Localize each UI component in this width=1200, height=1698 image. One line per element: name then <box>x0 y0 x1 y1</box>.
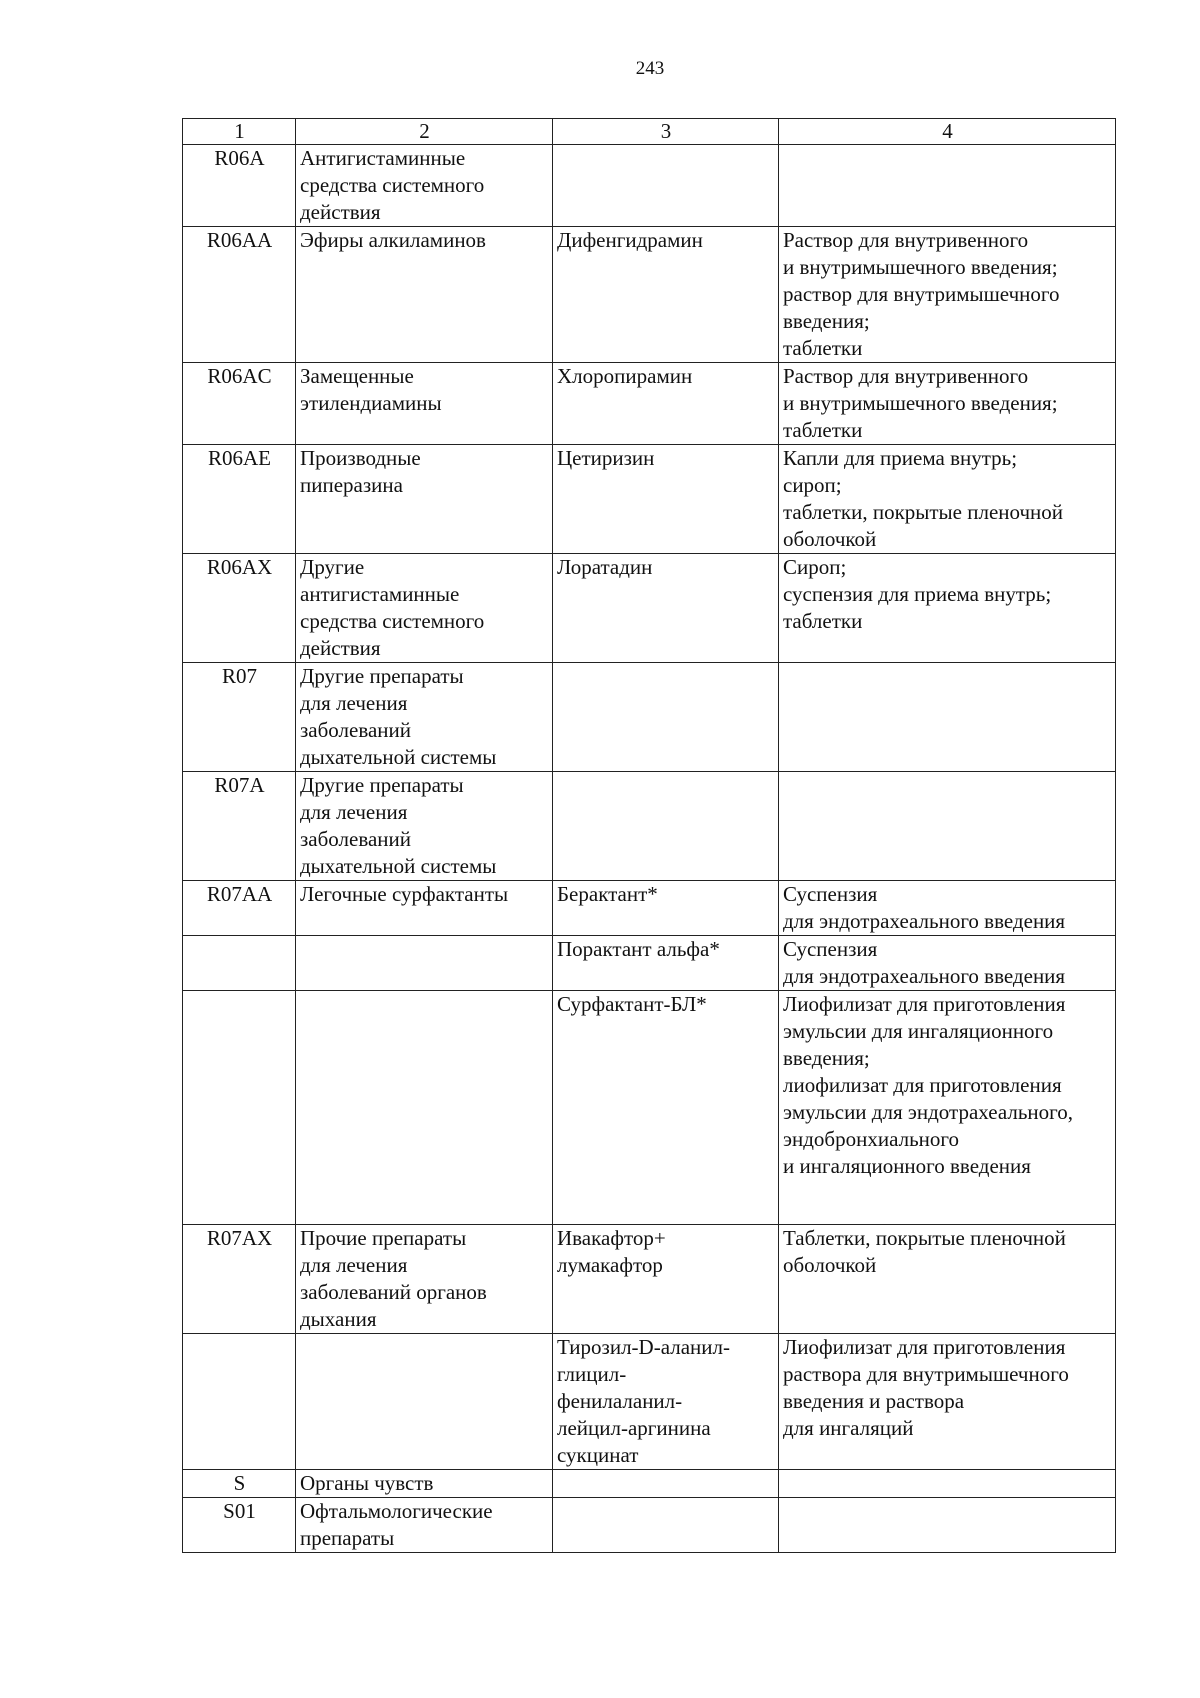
drug-line: Порактант альфа* <box>557 937 720 961</box>
group-line: Антигистаминные <box>300 146 466 170</box>
drug-line: Тирозил-D-аланил- <box>557 1335 730 1359</box>
drug-line: сукцинат <box>557 1443 639 1467</box>
drug-cell <box>553 936 779 991</box>
form-line: Суспензия <box>783 882 878 906</box>
drug-line: лейцил-аргинина <box>557 1416 711 1440</box>
group-cell <box>296 554 553 663</box>
drug-line: Хлоропирамин <box>557 364 693 388</box>
group-line: дыхательной системы <box>300 854 497 878</box>
form-line: лиофилизат для приготовления <box>783 1073 1062 1097</box>
group-cell <box>296 445 553 554</box>
form-cell <box>779 991 1116 1225</box>
code-cell: R07 <box>183 663 296 772</box>
code-cell: R06AC <box>183 363 296 445</box>
group-line: заболеваний <box>300 827 411 851</box>
form-line: таблетки <box>783 609 863 633</box>
drug-cell <box>553 1470 779 1498</box>
code-cell: R07A <box>183 772 296 881</box>
group-line: Производные <box>300 446 421 470</box>
form-line: для эндотрахеального введения <box>783 964 1066 988</box>
group-line: средства системного <box>300 173 485 197</box>
code-cell <box>183 1334 296 1470</box>
form-line: Лиофилизат для приготовления <box>783 992 1066 1016</box>
header-col-2: 2 <box>296 119 553 145</box>
form-line: Суспензия <box>783 937 878 961</box>
drug-cell <box>553 1225 779 1334</box>
code-cell: R06AA <box>183 227 296 363</box>
group-line: дыхания <box>300 1307 377 1331</box>
group-line: препараты <box>300 1526 395 1550</box>
form-line: Лиофилизат для приготовления <box>783 1335 1066 1359</box>
group-cell <box>296 1334 553 1470</box>
table-row <box>183 881 1116 936</box>
form-cell <box>779 1470 1116 1498</box>
drug-line: глицил- <box>557 1362 627 1386</box>
drug-cell <box>553 145 779 227</box>
form-line: раствор для внутримышечного <box>783 282 1060 306</box>
group-line: Легочные сурфактанты <box>300 882 509 906</box>
group-cell <box>296 991 553 1225</box>
group-line: Прочие препараты <box>300 1226 467 1250</box>
header-col-3: 3 <box>553 119 779 145</box>
form-cell <box>779 881 1116 936</box>
form-cell <box>779 227 1116 363</box>
group-line: Другие <box>300 555 365 579</box>
table-row <box>183 663 1116 772</box>
group-cell <box>296 227 553 363</box>
code-cell: R06AE <box>183 445 296 554</box>
group-cell <box>296 1225 553 1334</box>
table-row <box>183 772 1116 881</box>
form-cell <box>779 1225 1116 1334</box>
form-line: Капли для приема внутрь; <box>783 446 1018 470</box>
table-row <box>183 1334 1116 1470</box>
form-cell <box>779 1498 1116 1553</box>
form-line: оболочкой <box>783 527 877 551</box>
drug-cell <box>553 1334 779 1470</box>
group-cell <box>296 1498 553 1553</box>
form-line: Таблетки, покрытые пленочной <box>783 1226 1066 1250</box>
form-line: и внутримышечного введения; <box>783 255 1058 279</box>
table-row <box>183 1470 1116 1498</box>
form-line: для ингаляций <box>783 1416 914 1440</box>
group-line: действия <box>300 200 381 224</box>
code-cell: S01 <box>183 1498 296 1553</box>
table-row <box>183 1225 1116 1334</box>
group-line: этилендиамины <box>300 391 442 415</box>
form-line: Раствор для внутривенного <box>783 364 1029 388</box>
group-cell <box>296 145 553 227</box>
group-cell <box>296 936 553 991</box>
drug-cell <box>553 554 779 663</box>
form-line: введения и раствора <box>783 1389 965 1413</box>
group-line: Другие препараты <box>300 773 464 797</box>
drug-line: фенилаланил- <box>557 1389 683 1413</box>
form-line: суспензия для приема внутрь; <box>783 582 1052 606</box>
form-line: эндобронхиального <box>783 1127 959 1151</box>
header-col-1: 1 <box>183 119 296 145</box>
form-line: сироп; <box>783 473 842 497</box>
form-line: таблетки <box>783 336 863 360</box>
table-row <box>183 363 1116 445</box>
form-line: эмульсии для эндотрахеального, <box>783 1100 1073 1124</box>
group-cell <box>296 663 553 772</box>
code-cell: R06A <box>183 145 296 227</box>
group-cell <box>296 1470 553 1498</box>
form-line: введения; <box>783 309 870 333</box>
table-row <box>183 445 1116 554</box>
table-row <box>183 145 1116 227</box>
drug-cell <box>553 227 779 363</box>
group-line: действия <box>300 636 381 660</box>
form-cell <box>779 554 1116 663</box>
group-line: Замещенные <box>300 364 414 388</box>
form-line: оболочкой <box>783 1253 877 1277</box>
group-line: заболеваний <box>300 718 411 742</box>
drug-line: Цетиризин <box>557 446 655 470</box>
group-line: Органы чувств <box>300 1471 434 1495</box>
group-line: для лечения <box>300 691 408 715</box>
form-cell <box>779 663 1116 772</box>
drug-cell <box>553 663 779 772</box>
form-line: для эндотрахеального введения <box>783 909 1066 933</box>
drug-cell <box>553 445 779 554</box>
drug-line: Берактант* <box>557 882 658 906</box>
drug-cell <box>553 991 779 1225</box>
group-cell <box>296 363 553 445</box>
drug-line: Лоратадин <box>557 555 653 579</box>
code-cell: R07AA <box>183 881 296 936</box>
group-line: для лечения <box>300 800 408 824</box>
group-cell <box>296 772 553 881</box>
form-cell <box>779 363 1116 445</box>
group-line: для лечения <box>300 1253 408 1277</box>
form-line: и ингаляционного введения <box>783 1154 1031 1178</box>
group-line: антигистаминные <box>300 582 460 606</box>
drug-line: Ивакафтор+ <box>557 1226 666 1250</box>
table-row <box>183 991 1116 1225</box>
group-cell <box>296 881 553 936</box>
atc-table <box>182 118 1116 1553</box>
group-line: дыхательной системы <box>300 745 497 769</box>
form-cell <box>779 772 1116 881</box>
group-line: Офтальмологические <box>300 1499 493 1523</box>
form-line: Сироп; <box>783 555 847 579</box>
form-line: таблетки <box>783 418 863 442</box>
drug-cell <box>553 363 779 445</box>
form-line: Раствор для внутривенного <box>783 228 1029 252</box>
form-cell <box>779 145 1116 227</box>
group-line: Эфиры алкиламинов <box>300 228 486 252</box>
drug-line: лумакафтор <box>557 1253 663 1277</box>
code-cell: S <box>183 1470 296 1498</box>
form-line: эмульсии для ингаляционного <box>783 1019 1054 1043</box>
group-line: пиперазина <box>300 473 403 497</box>
code-cell: R06AX <box>183 554 296 663</box>
group-line: Другие препараты <box>300 664 464 688</box>
drug-cell <box>553 1498 779 1553</box>
table-row <box>183 554 1116 663</box>
group-line: заболеваний органов <box>300 1280 487 1304</box>
drug-line: Сурфактант-БЛ* <box>557 992 707 1016</box>
drug-cell <box>553 881 779 936</box>
form-cell <box>779 1334 1116 1470</box>
form-line: введения; <box>783 1046 870 1070</box>
table-row <box>183 1498 1116 1553</box>
code-cell <box>183 991 296 1225</box>
group-line: средства системного <box>300 609 485 633</box>
form-cell <box>779 445 1116 554</box>
form-line: и внутримышечного введения; <box>783 391 1058 415</box>
page-number: 243 <box>635 58 665 79</box>
drug-line: Дифенгидрамин <box>557 228 703 252</box>
drug-cell <box>553 772 779 881</box>
code-cell: R07AX <box>183 1225 296 1334</box>
form-cell <box>779 936 1116 991</box>
table-row <box>183 227 1116 363</box>
code-cell <box>183 936 296 991</box>
table-row <box>183 936 1116 991</box>
header-row <box>183 119 1116 145</box>
form-line: раствора для внутримышечного <box>783 1362 1069 1386</box>
form-line: таблетки, покрытые пленочной <box>783 500 1064 524</box>
header-col-4: 4 <box>779 119 1116 145</box>
